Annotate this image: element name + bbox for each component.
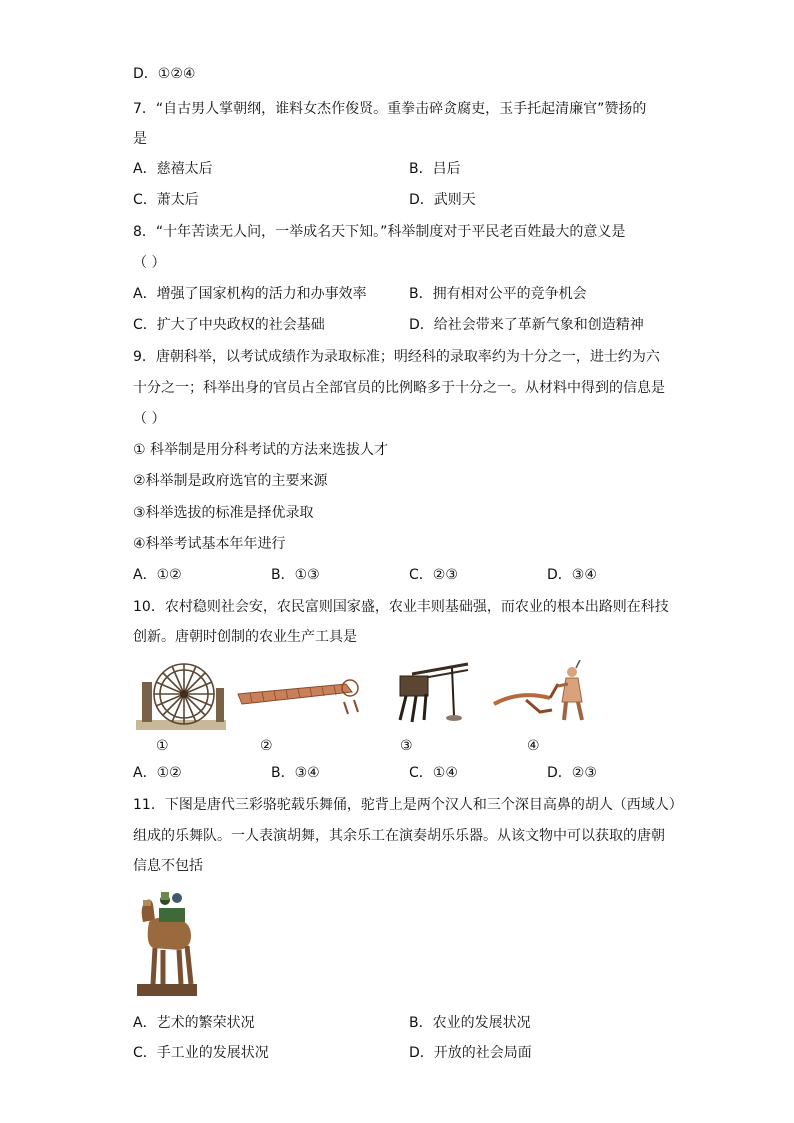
q10-stem: 10．农村稳则社会安，农民富则国家盛，农业丰则基础强，而农业的根本出路则在科技 [133, 599, 669, 615]
q11-stem-cont2: 信息不包括 [133, 858, 203, 874]
q8-option-c: C．扩大了中央政权的社会基础 [133, 317, 325, 333]
q11-stem-cont: 组成的乐舞队。一人表演胡舞，其余乐工在演奏胡乐乐器。从该文物中可以获取的唐朝 [133, 828, 665, 844]
q10-stem-cont: 创新。唐朝时创制的农业生产工具是 [133, 629, 357, 645]
q7-stem: 7．“自古男人掌朝纲，谁料女杰作俊贤。重拳击碎贪腐吏，玉手托起清廉官”赞扬的 [133, 101, 647, 117]
q9-option-a: A．①② [133, 567, 182, 583]
q9-stem-paren: （ ） [133, 411, 166, 427]
q9-option-b: B．①③ [271, 567, 320, 583]
q11-option-d: D．开放的社会局面 [409, 1045, 532, 1061]
q11-option-c: C．手工业的发展状况 [133, 1045, 269, 1061]
q8-stem-cont: （ ） [133, 255, 166, 271]
q11-option-b: B．农业的发展状况 [409, 1015, 531, 1031]
q10-image-label-4: ④ [527, 738, 540, 754]
q10-image-label-3: ③ [400, 738, 413, 754]
tang-sancai-camel-image [133, 886, 201, 998]
curved-shaft-plow-image [490, 660, 590, 724]
q10-option-d: D．②③ [547, 765, 597, 781]
q11-option-a: A．艺术的繁荣状况 [133, 1015, 255, 1031]
q9-statement-2: ②科举制是政府选官的主要来源 [133, 473, 328, 489]
q10-option-b: B．③④ [271, 765, 320, 781]
q7-option-a: A．慈禧太后 [133, 161, 213, 177]
q9-statement-1: ① 科举制是用分科考试的方法来选拔人才 [133, 442, 388, 458]
q8-option-d: D．给社会带来了革新气象和创造精神 [409, 317, 644, 333]
q9-stem-cont: 十分之一；科举出身的官员占全部官员的比例略多于十分之一。从材料中得到的信息是 [133, 380, 665, 396]
q9-option-c: C．②③ [409, 567, 458, 583]
q10-option-a: A．①② [133, 765, 182, 781]
q9-stem: 9．唐朝科举，以考试成绩作为录取标准；明经科的录取率约为十分之一，进士约为六 [133, 349, 660, 365]
q9-option-d: D．③④ [547, 567, 597, 583]
q8-stem: 8．“十年苦读无人问，一举成名天下知。”科举制度对于平民老百姓最大的意义是 [133, 224, 626, 240]
q7-stem-cont: 是 [133, 131, 147, 147]
q10-image-label-1: ① [156, 738, 169, 754]
q9-statement-3: ③科举选拔的标准是择优录取 [133, 505, 314, 521]
q7-option-d: D．武则天 [409, 192, 476, 208]
q8-option-a: A．增强了国家机构的活力和办事效率 [133, 286, 367, 302]
q10-image-label-2: ② [260, 738, 273, 754]
q7-option-c: C．萧太后 [133, 192, 199, 208]
q9-statement-4: ④科举考试基本年年进行 [133, 536, 286, 552]
q6-option-d: D．①②④ [133, 66, 196, 82]
q8-option-b: B．拥有相对公平的竞争机会 [409, 286, 587, 302]
q10-option-c: C．①④ [409, 765, 458, 781]
q7-option-b: B．吕后 [409, 161, 461, 177]
q11-stem: 11．下图是唐代三彩骆驼载乐舞俑，驼背上是两个汉人和三个深目高鼻的胡人（西域人） [133, 797, 683, 813]
water-wheel-image [136, 658, 226, 730]
dragon-bone-pump-image [236, 672, 362, 716]
seed-drill-image [382, 660, 472, 726]
